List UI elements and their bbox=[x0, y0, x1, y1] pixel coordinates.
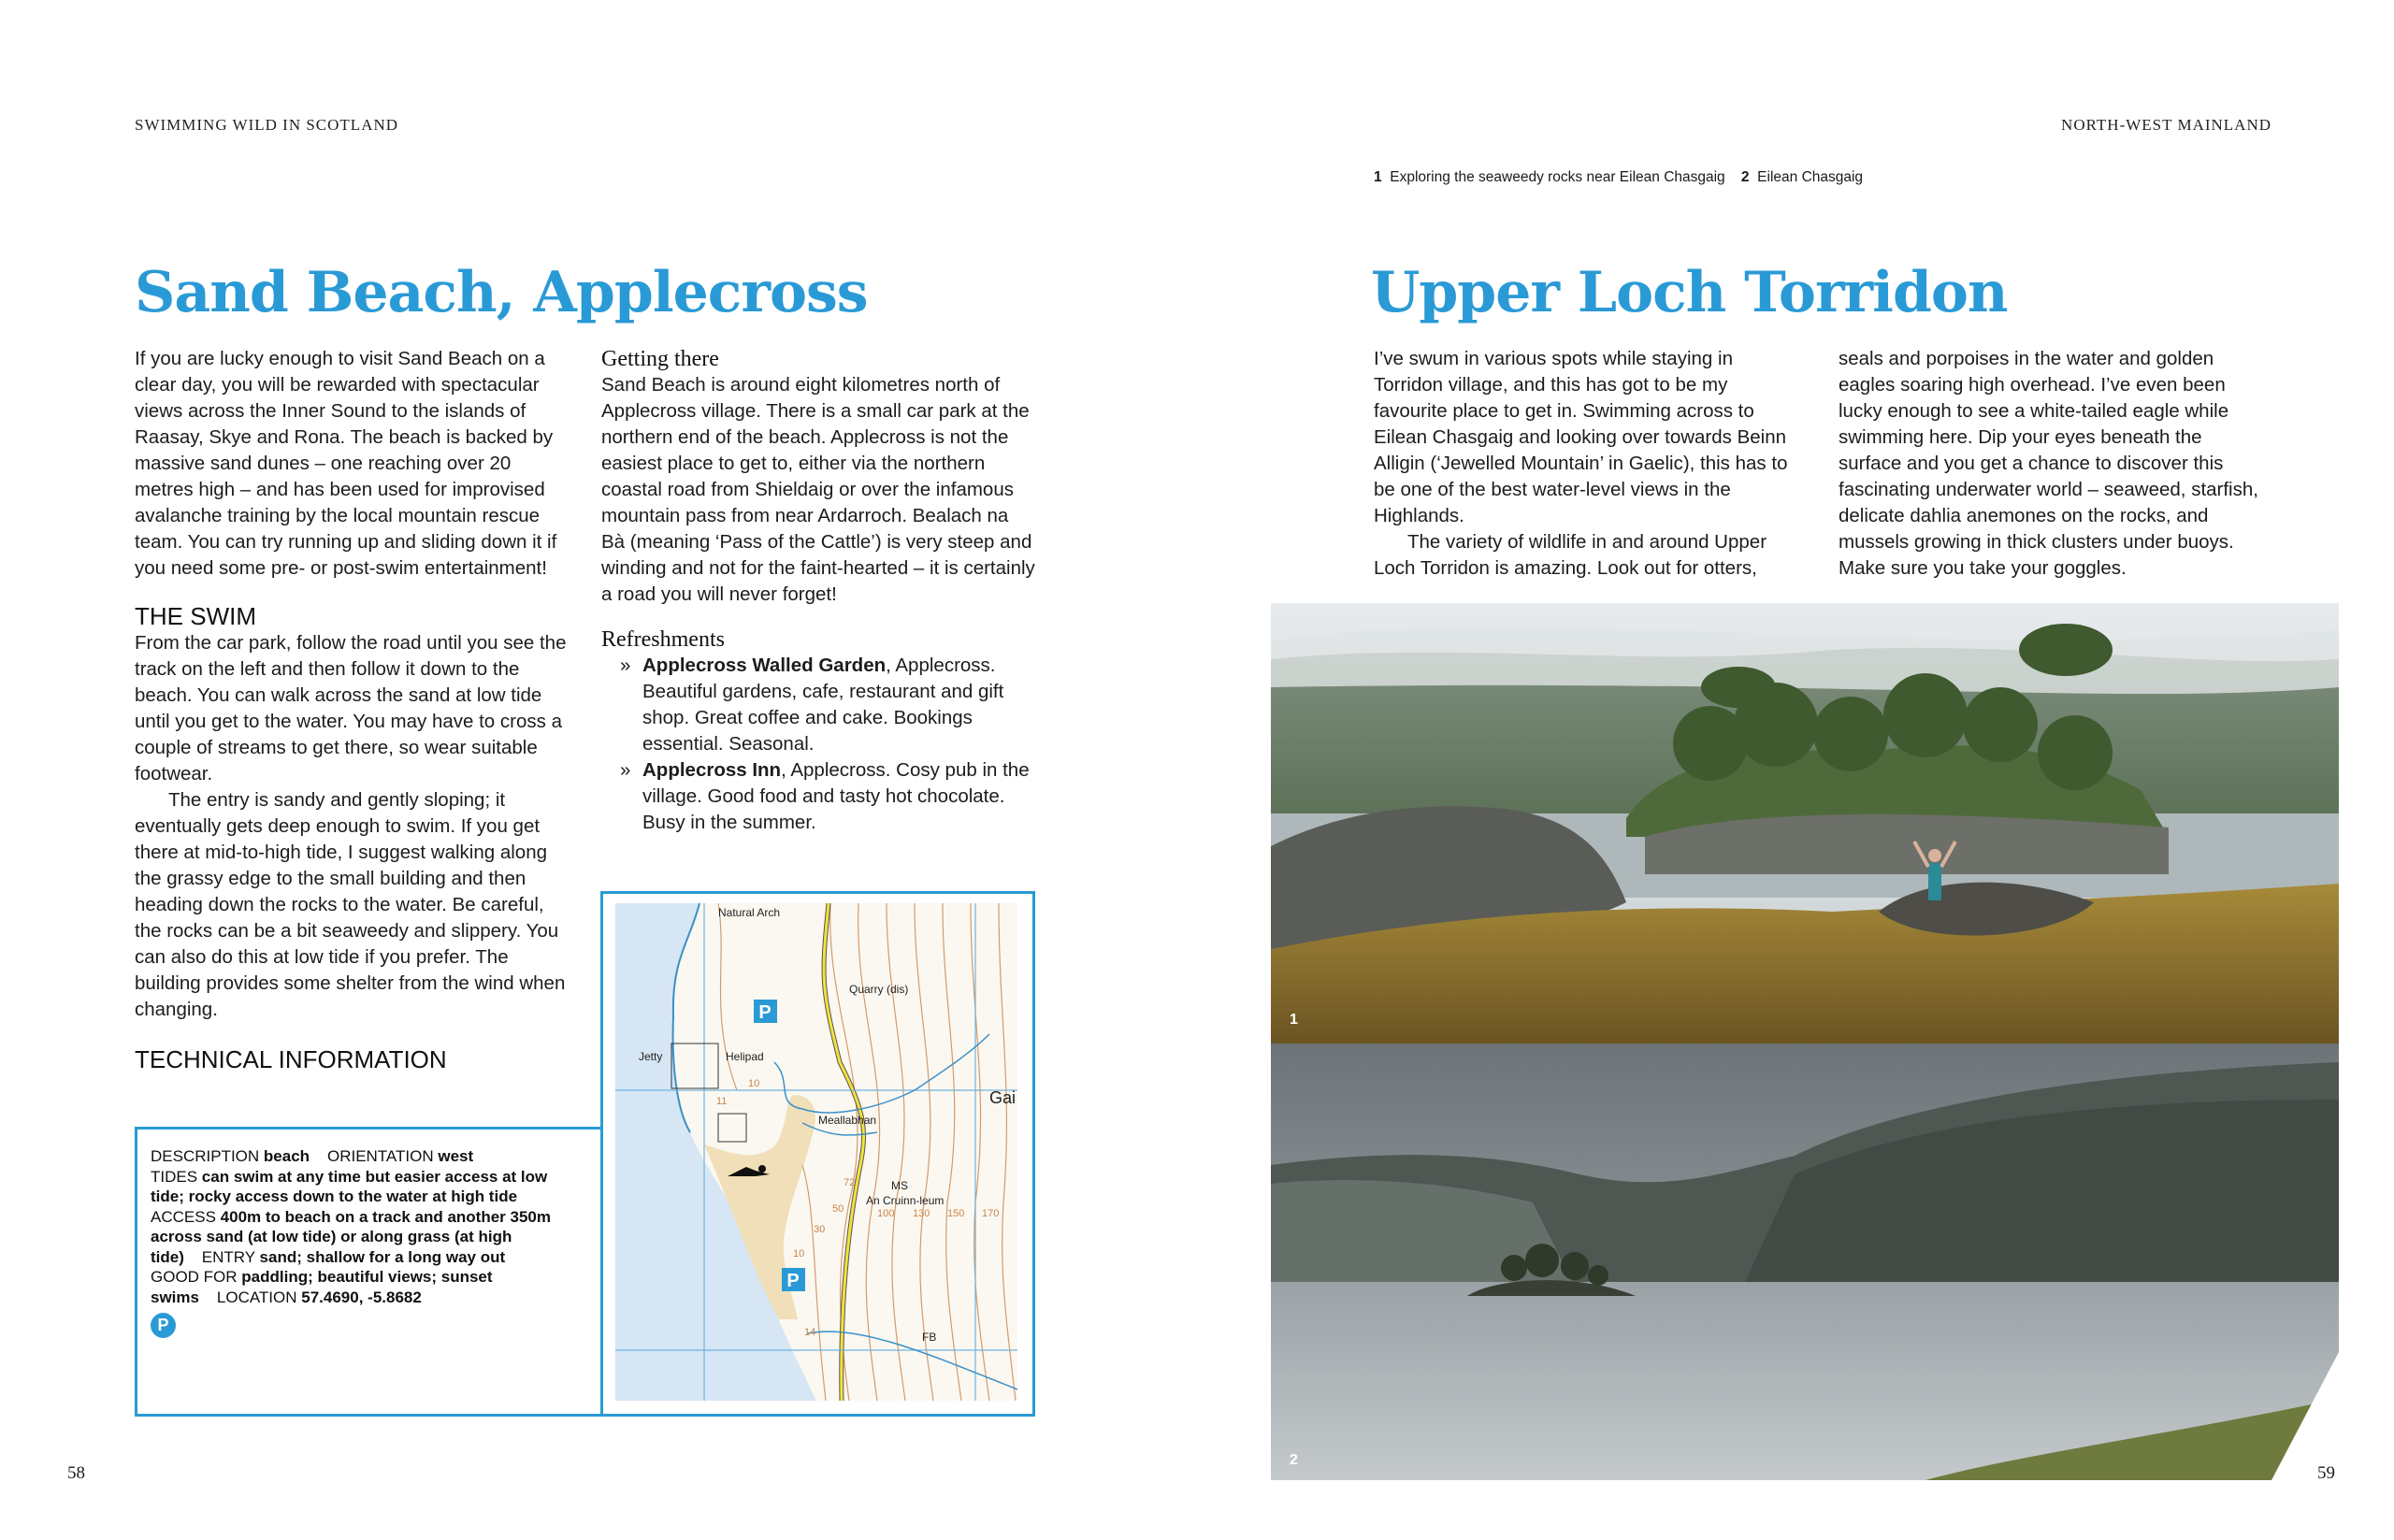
venue-desc: , Applecross. Beautiful gardens, cafe, restaurant and gift shop. Great coffee and cake. Bookings essential. Seasonal. bbox=[642, 655, 1004, 755]
tech-value: sand; shallow for a long way out bbox=[259, 1247, 506, 1266]
map-label: Natural Arch bbox=[718, 906, 781, 919]
photo-number: 2 bbox=[1290, 1452, 1298, 1468]
left-column-1 bbox=[135, 346, 567, 1073]
contour-label: 11 bbox=[716, 1096, 728, 1107]
map-label: Helipad bbox=[726, 1050, 764, 1063]
left-column-2 bbox=[601, 346, 1036, 836]
contour-label: 50 bbox=[832, 1203, 844, 1215]
venue-name: Applecross Walled Garden bbox=[642, 655, 887, 676]
body-paragraph: The variety of wildlife in and around Upper Loch Torridon is amazing. Look out for otters, bbox=[1374, 531, 1767, 579]
running-header-right: NORTH-WEST MAINLAND bbox=[2061, 116, 2271, 134]
swim-heading: THE SWIM bbox=[135, 602, 256, 630]
tech-value: 57.4690, -5.8682 bbox=[301, 1288, 422, 1306]
map-label: Meallabhan bbox=[818, 1114, 877, 1127]
tech-label: TIDES bbox=[151, 1167, 198, 1186]
photo-eilean-chasgaig bbox=[1271, 1043, 2339, 1480]
technical-info bbox=[151, 1146, 553, 1338]
contour-label: 30 bbox=[814, 1224, 826, 1235]
map-label: Quarry (dis) bbox=[849, 983, 909, 996]
tech-value: can swim at any time but easier access at low tide; rocky access down to the water at high tide bbox=[151, 1167, 548, 1205]
right-column-2 bbox=[1839, 346, 2269, 582]
map-label: Gai bbox=[989, 1088, 1017, 1107]
photo-number: 1 bbox=[1290, 1012, 1298, 1028]
right-column-1 bbox=[1374, 346, 1796, 582]
divider bbox=[135, 1127, 603, 1130]
bullet-marker: » bbox=[620, 759, 631, 781]
map-label: An Cruinn-leum bbox=[866, 1194, 945, 1207]
contour-label: 150 bbox=[947, 1208, 965, 1219]
caption-number: 1 bbox=[1374, 169, 1382, 185]
tech-label: ACCESS bbox=[151, 1207, 216, 1226]
photo-seaweedy-rocks bbox=[1271, 603, 2339, 1043]
tech-value: paddling; beautiful views; sunset swims bbox=[151, 1268, 493, 1306]
map-parking-label: P bbox=[758, 1002, 772, 1023]
tech-value: west bbox=[438, 1147, 474, 1165]
contour-label: 130 bbox=[913, 1208, 930, 1219]
caption-text: Exploring the seaweedy rocks near Eilean Chasgaig bbox=[1390, 169, 1725, 185]
caption-text: Eilean Chasgaig bbox=[1757, 169, 1864, 185]
tech-label: GOOD FOR bbox=[151, 1268, 238, 1286]
contour-label: 10 bbox=[748, 1078, 760, 1089]
contour-label: 170 bbox=[982, 1208, 1000, 1219]
tech-label: DESCRIPTION bbox=[151, 1147, 260, 1165]
location-map bbox=[615, 903, 1017, 1401]
photo-captions bbox=[1374, 169, 1863, 186]
parking-icon: P bbox=[151, 1313, 176, 1338]
body-paragraph: seals and porpoises in the water and golden eagles soaring high overhead. I’ve even been lucky enough to see a white-tailed eagle while swimming here. Dip your eyes beneath the surface and you get a chance to discover this fascinating underwater world – seaweed, starfish, delicate dahlia anemones on the rocks, and mussels growing in thick clusters under buoys. Make sure you take your goggles. bbox=[1839, 348, 2258, 579]
body-paragraph: I’ve swum in various spots while staying in Torridon village, and this has got to be my favourite place to get in. Swimming across to Eilean Chasgaig and looking over towards Beinn Alligin (‘Jewelled Mountain’ in Gaelic), this has to be one of the best water-level views in the Highlands. bbox=[1374, 348, 1788, 526]
venue-desc: , Applecross. Cosy pub in the village. Good food and tasty hot chocolate. Busy in the summer. bbox=[642, 759, 1030, 833]
map-label: FB bbox=[922, 1331, 937, 1344]
contour-label: 14 bbox=[804, 1327, 816, 1338]
swim-paragraph: The entry is sandy and gently sloping; it eventually gets deep enough to swim. If you get there at mid-to-high tide, I suggest walking along the grassy edge to the small building and then heading down the rocks to the water. Be careful, the rocks can be a bit seaweedy and slippery. You can also do this at low tide if you prefer. The building provides some shelter from the wind when changing. bbox=[135, 789, 566, 1020]
contour-label: 100 bbox=[877, 1208, 895, 1219]
tech-label: LOCATION bbox=[216, 1288, 297, 1306]
swim-paragraph: From the car park, follow the road until you see the track on the left and then follow it down to the beach. You can walk across the sand at low tide until you get to the water. You may have to cross a couple of streams to get there, so wear suitable footwear. bbox=[135, 632, 567, 784]
tech-value: beach bbox=[263, 1147, 310, 1165]
tech-heading: TECHNICAL INFORMATION bbox=[135, 1045, 447, 1073]
page-title-left: Sand Beach, Applecross bbox=[135, 260, 868, 325]
tech-value: 400m to beach on a track and another 350m across sand (at low tide) or along grass (at high tide) bbox=[151, 1207, 552, 1266]
page-number-left: 58 bbox=[67, 1463, 85, 1483]
tech-label: ORIENTATION bbox=[326, 1147, 434, 1165]
refreshment-item bbox=[601, 653, 1036, 757]
map-label: MS bbox=[891, 1179, 908, 1192]
caption-number: 2 bbox=[1740, 169, 1750, 185]
bullet-marker: » bbox=[620, 655, 631, 676]
intro-paragraph: If you are lucky enough to visit Sand Beach on a clear day, you will be rewarded with spectacular views across the Inner Sound to the islands of Raasay, Skye and Rona. The beach is backed by massive sand dunes – one reaching over 20 metres high – and has been used for improvised avalanche training by the local mountain rescue team. You can try running up and sliding down it if you need some pre- or post-swim entertainment! bbox=[135, 348, 557, 579]
refreshment-item bbox=[601, 757, 1036, 836]
venue-name: Applecross Inn bbox=[642, 759, 782, 781]
refreshments-heading: Refreshments bbox=[601, 627, 725, 652]
contour-label: 72 bbox=[844, 1177, 856, 1188]
contour-label: 10 bbox=[793, 1248, 805, 1259]
tech-label: ENTRY bbox=[201, 1247, 255, 1266]
page-number-right: 59 bbox=[2317, 1463, 2335, 1483]
running-header-left: SWIMMING WILD IN SCOTLAND bbox=[135, 116, 399, 134]
map-label: Jetty bbox=[639, 1050, 663, 1063]
map-parking-label: P bbox=[786, 1271, 800, 1291]
getting-there-heading: Getting there bbox=[601, 347, 719, 371]
getting-there-text: Sand Beach is around eight kilometres north of Applecross village. There is a small car park at the northern end of the beach. Applecross is not the easiest place to get to, either via the northern coastal road from Shieldaig or over the infamous mountain pass from near Ardarroch. Bealach na Bà (meaning ‘Pass of the Cattle’) is very steep and winding and not for the faint-hearted – it is certainly a road you will never forget! bbox=[601, 374, 1035, 605]
page-title-right: Upper Loch Torridon bbox=[1371, 260, 2008, 325]
